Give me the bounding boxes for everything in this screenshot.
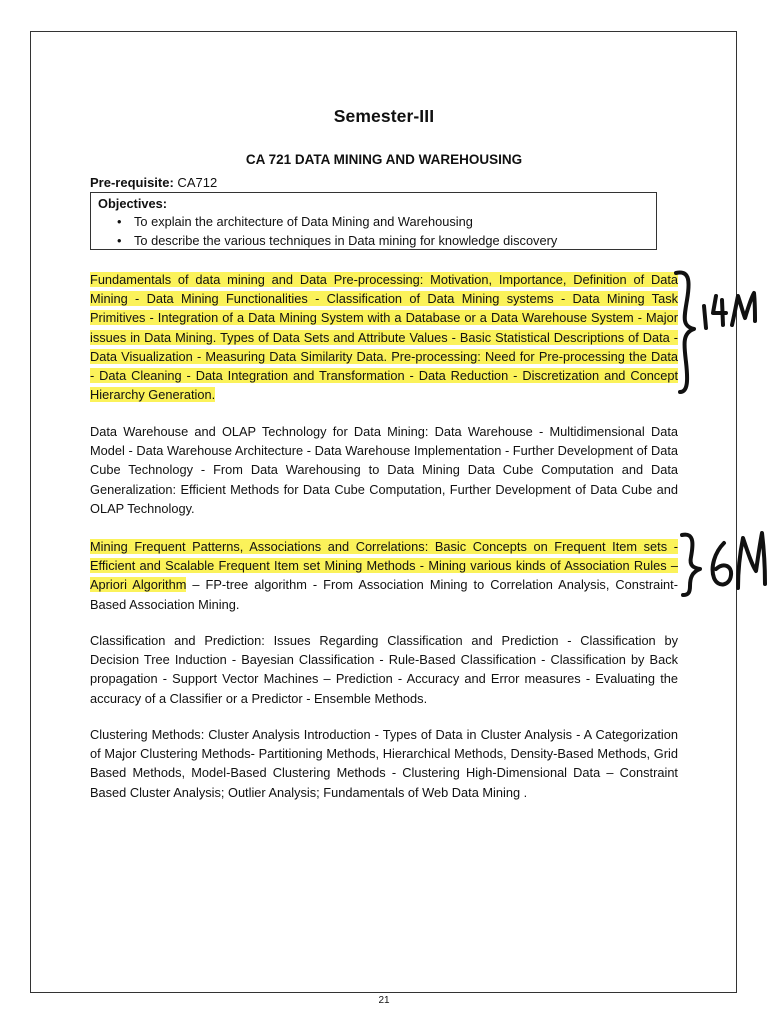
course-title: CA 721 DATA MINING AND WAREHOUSING <box>245 152 523 167</box>
plain-text: Classification and Prediction: Issues Regarding Classification and Prediction - Classification by Decision Tree Induction - Bayesian Classification - Rule-Based Classification - Classification by Back propagation - Support Vector Machines – Prediction - Accuracy and Error measures - Evaluating the accuracy of a Classifier or a Predictor - Ensemble Methods. <box>90 633 678 706</box>
objective-text: To describe the various techniques in Data mining for knowledge discovery <box>134 233 558 248</box>
bullet-icon: • <box>117 214 122 229</box>
handwritten-6m <box>713 533 765 588</box>
prerequisite-label: Pre-requisite: <box>90 175 174 190</box>
objectives-heading: Objectives: <box>98 196 167 211</box>
prerequisite-value: CA712 <box>173 175 218 190</box>
semester-title: Semester-III <box>333 106 435 126</box>
objective-text: To explain the architecture of Data Mining and Warehousing <box>134 214 473 229</box>
bullet-icon: • <box>117 233 122 248</box>
highlighted-text: Fundamentals of data mining and Data Pre-processing: Motivation, Importance, Definition of Data Mining - Data Mining Functionalities - Classification of Data Mining systems - Data Mining Task Primitives - Integration of a Data Mining System with a Database or a Data Warehouse System - Major issues in Data Mining. Types of Data Sets and Attribute Values - Basic Statistical Descriptions of Data - Data Visualization - Measuring Data Similarity Data. Pre-processing: Need for Pre-processing the Data - Data Cleaning - Data Integration and Transformation - Data Reduction - Discretization and Concept Hierarchy Generation. <box>90 272 678 403</box>
handwritten-14m <box>704 293 755 328</box>
plain-text: Clustering Methods: Cluster Analysis Introduction - Types of Data in Cluster Analysis - A Categorization of Major Clustering Methods- Partitioning Methods, Hierarchical Methods, Density-Based Methods, Grid Based Methods, Model-Based Clustering Methods - Clustering High-Dimensional Data – Constraint Based Cluster Analysis; Outlier Analysis; Fundamentals of Web Data Mining . <box>90 727 678 800</box>
brace-mark-14m <box>676 273 694 392</box>
plain-text: – FP-tree algorithm - From Association Mining to Correlation Analysis, Constraint-Based Association Mining. <box>90 577 678 612</box>
plain-text: Data Warehouse and OLAP Technology for Data Mining: Data Warehouse - Multidimensional Data Model - Data Warehouse Architecture - Data Warehouse Implementation - Further Development of Data Cube Technology - From Data Warehousing to Data Mining Data Cube Computation and Data Generalization: Efficient Methods for Data Cube Computation, Further Development of Data Cube and OLAP Technology. <box>90 424 678 516</box>
page-number: 21 <box>378 995 390 1006</box>
brace-mark-6m <box>682 535 700 595</box>
highlighted-text: Mining Frequent Patterns, Associations and Correlations: Basic Concepts on Frequent Item sets - Efficient and Scalable Frequent Item set Mining Methods - Mining various kinds of Association Rules – Apriori Algorithm <box>90 539 678 593</box>
